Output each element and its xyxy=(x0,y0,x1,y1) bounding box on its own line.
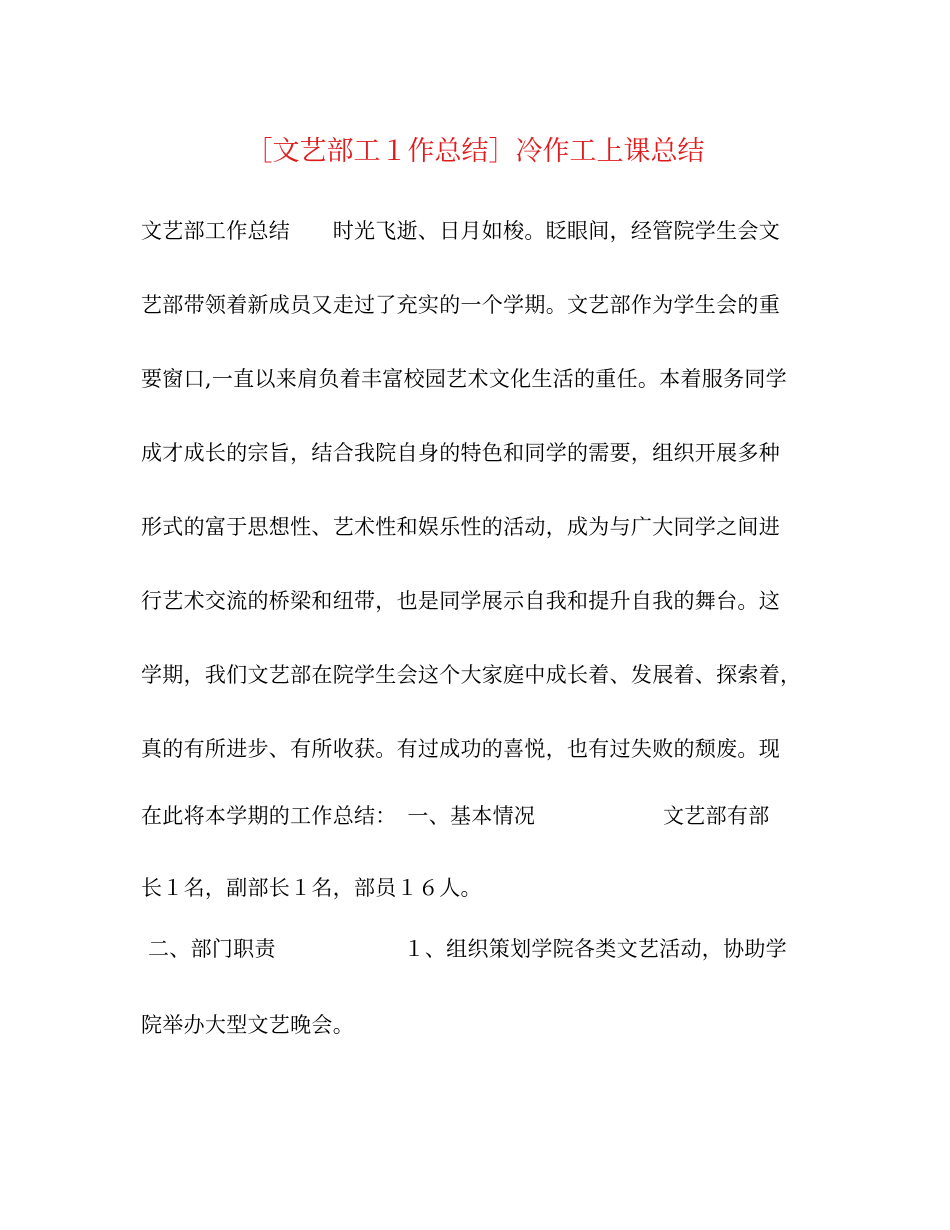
body-line-6: 行艺术交流的桥梁和纽带，也是同学展示自我和提升自我的舞台。这 xyxy=(141,589,780,613)
body-line-4: 成才成长的宗旨，结合我院自身的特色和同学的需要，组织开展多种 xyxy=(141,441,780,465)
body-line-8: 真的有所进步、有所收获。有过成功的喜悦，也有过失败的颓废。现 xyxy=(141,737,780,761)
body-line-11: 二、部门职责 １、组织策划学院各类文艺活动，协助学 xyxy=(141,937,787,961)
body-line-3: 要窗口,一直以来肩负着丰富校园艺术文化生活的重任。本着服务同学 xyxy=(141,367,787,391)
body-line-7: 学期，我们文艺部在院学生会这个大家庭中成长着、发展着、探索着， xyxy=(141,663,802,687)
body-line-1: 文艺部工作总结 时光飞逝、日月如梭。眨眼间，经管院学生会文 xyxy=(141,219,780,243)
document-title: ［文艺部工１作总结］冷作工上课总结 xyxy=(245,136,705,167)
body-line-5: 形式的富于思想性、艺术性和娱乐性的活动，成为与广大同学之间进 xyxy=(141,515,780,539)
body-line-2: 艺部带领着新成员又走过了充实的一个学期。文艺部作为学生会的重 xyxy=(141,293,780,317)
body-line-10: 长１名，副部长１名，部员１６人。 xyxy=(141,876,482,900)
body-line-12: 院举办大型文艺晚会。 xyxy=(141,1013,354,1037)
body-line-9: 在此将本学期的工作总结： 一、基本情况 文艺部有部 xyxy=(141,804,770,828)
